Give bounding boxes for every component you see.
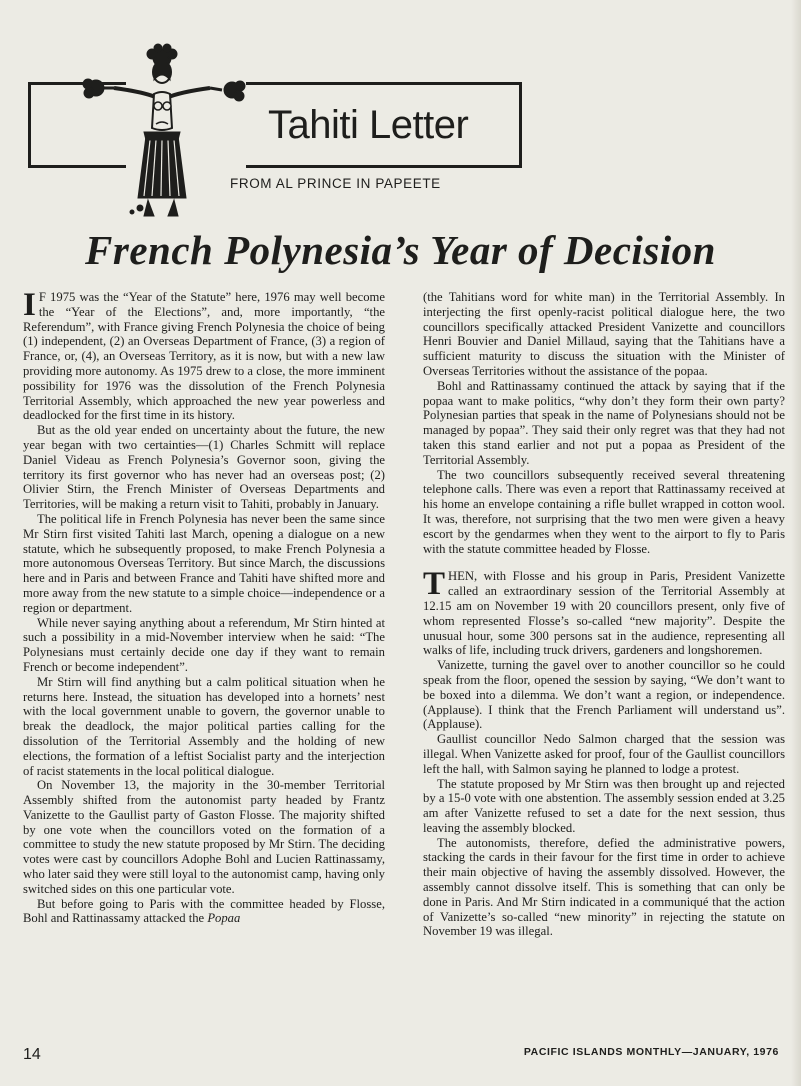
article-paragraph: The political life in French Polynesia has never been the same since Mr Stirn first visited Tahiti last March, opening a dialogue on a new statute, which he subsequently proposed, to make French Polynesia a more autonomous Overseas Territory. But since March, the discussions here and in Paris and between France and Tahiti have shifted more and more away from the new statute to a simple choice—independence or a region or department.: [23, 511, 385, 615]
article-paragraph: Vanizette, turning the gavel over to another councillor so he could speak from the floor, opened the session by saying, “We don’t want to be boxed into a dilemma. We don’t want a region, or independence. (Applause). I think that the French Parliament will understand us”. (Applause).: [423, 658, 785, 732]
article-paragraph: The autonomists, therefore, defied the administrative powers, stacking the cards in their favour for the first time in order to achieve their main objective of having the assembly dissolved. However, the assembly cannot dissolve itself. This is something that can only be done in Paris. And Mr Stirn indicated in a communiqué that the action of Vanizette’s so-called “new minority” in rejecting the statute on November 19 was illegal.: [423, 835, 785, 939]
left-column: [23, 287, 385, 926]
drop-cap: T: [423, 566, 446, 603]
article-paragraph: But before going to Paris with the committee headed by Flosse, Bohl and Rattinassamy attacked the Popaa: [23, 896, 385, 926]
article-paragraph: Mr Stirn will find anything but a calm political situation when he returns here. Instead, the situation has developed into a hornets’ nest with the local government unable to govern, the governor unable to break the deadlock, the major political parties calling for the dissolution of the Territorial Assembly and the holding of new elections, the formation of a leftist Socialist party and the interjection of racist statements in the local political dialogue.: [23, 674, 385, 778]
right-column: [423, 290, 785, 939]
article-paragraph: But as the old year ended on uncertainty about the future, the new year began with two certainties—(1) Charles Schmitt will replace Daniel Videau as French Polynesia’s Governor soon, giving the territory its first governor who has never had an overseas post; (2) Olivier Stirn, the French Minister of Overseas Departments and Territories, will be making a return visit to Tahiti, probably in January.: [23, 423, 385, 512]
page-edge: [791, 0, 801, 1086]
article-paragraph: Gaullist councillor Nedo Salmon charged that the session was illegal. When Vanizette asked for proof, four of the Gaullist councillors left the hall, with Salmon saying he planned to lodge a protest.: [423, 732, 785, 776]
publication-footer: PACIFIC ISLANDS MONTHLY—JANUARY, 1976: [523, 1046, 779, 1058]
article-paragraph: The statute proposed by Mr Stirn was then brought up and rejected by a 15-0 vote with one abstention. The assembly session ended at 3.25 am after Vanizette refused to set a date for the next session, thus leaving the assembly blocked.: [423, 776, 785, 835]
italic-term: Popaa: [207, 911, 241, 926]
article-paragraph: While never saying anything about a referendum, Mr Stirn hinted at such a possibility in a mid-November interview when he said: “The Polynesians must certainly decide one day if they want to remain French or become independent”.: [23, 615, 385, 674]
byline: FROM AL PRINCE IN PAPEETE: [230, 176, 441, 191]
article-paragraph: Bohl and Rattinassamy continued the attack by saying that if the popaa want to make politics, “why don’t they form their own party? Polynesian parties that speak in the name of Polynesians should not be managed by popaa”. They said their only regret was that they had not taken this stand earlier and not put a popaa as President of the Territorial Assembly.: [423, 378, 785, 467]
drop-cap: I: [23, 287, 36, 323]
article-paragraph: The two councillors subsequently received several threatening telephone calls. There was even a report that Rattinassamy received at his home an envelope containing a rifle bullet wrapped in cotton wool. It was, therefore, not surprising that the two men were given a heavy escort by the gendarmes when they went to the airport to fly to Paris with the statute committee headed by Flosse.: [423, 467, 785, 556]
article-paragraph: (the Tahitians word for white man) in the Territorial Assembly. In interjecting the first openly-racist political dialogue here, the two councillors specifically attacked President Vanizette and councillors Henri Bouvier and Daniel Millaud, saying that the Tahitians have a sufficient maturity to discuss the situation with the Minister of Overseas Territories without the assistance of the popaa.: [423, 290, 785, 378]
page-number: 14: [23, 1046, 41, 1063]
section-title: Tahiti Letter: [268, 103, 469, 147]
article-paragraph: THEN, with Flosse and his group in Paris, President Vanizette called an extraordinary session of the Territorial Assembly at 12.15 am on November 19 with 20 councillors present, only five of whom represented Flosse’s so-called “new majority”. Despite the unusual hour, some 300 persons sat in the audience, representing all walks of life, including truck drivers, gardeners and longshoremen.: [423, 566, 785, 658]
article-paragraph: I F 1975 was the “Year of the Statute” here, 1976 may well become the “Year of the Elections”, and, more importantly, “the Referendum”, with France giving French Polynesia the choice of being (1) independent, (2) an Overseas Department of France, (3) a region of France, or, (4), an Overseas Territory, as it is now, but with a new law providing more autonomy. As 1975 drew to a close, the more imminent possibility for 1976 was the dissolution of the French Polynesia Territorial Assembly, which approached the new year powerless and deadlocked for the first time in its history.: [23, 287, 385, 423]
article-paragraph: On November 13, the majority in the 30-member Territorial Assembly shifted from the autonomist party headed by Frantz Vanizette to the Gaullist party of Gaston Flosse. The majority shifted by one vote when the councillors voted on the formation of a committee to study the new statute proposed by Mr Stirn. The deciding votes were cast by councillors Adophe Bohl and Lucien Rattinassamy, who later said they were still loyal to the autonomist camp, having only switched sides on this one particular vote.: [23, 778, 385, 896]
headline: French Polynesia’s Year of Decision: [85, 227, 716, 273]
tahitian-dancer-icon: [74, 40, 250, 220]
